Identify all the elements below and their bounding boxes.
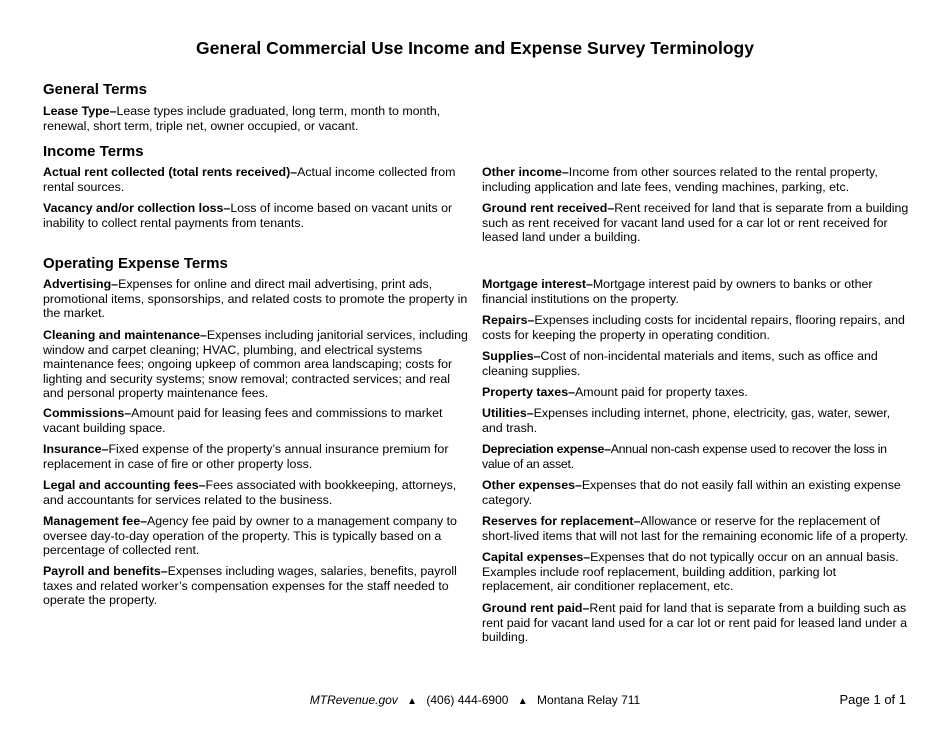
term-definition: Annual non-cash expense used to recover the loss in value of an asset. bbox=[482, 442, 887, 471]
term-label: Capital expenses– bbox=[482, 550, 591, 564]
term-capital bbox=[482, 550, 910, 594]
term-label: Lease Type– bbox=[43, 104, 117, 118]
term-definition: Expenses for online and direct mail advertising, print ads, promotional items, sponsorships, and related costs to promote the property in the market. bbox=[43, 277, 468, 321]
term-definition: Actual income collected from rental sources. bbox=[43, 165, 456, 194]
term-definition: Amount paid for property taxes. bbox=[574, 385, 748, 399]
term-definition: Expenses including costs for incidental repairs, flooring repairs, and costs for keeping the property in operating condition. bbox=[482, 313, 905, 342]
footer-phone: (406) 444-6900 bbox=[426, 693, 509, 707]
term-label: Repairs– bbox=[482, 313, 535, 327]
term-payroll bbox=[43, 564, 471, 608]
term-label: Insurance– bbox=[43, 442, 109, 456]
term-management bbox=[43, 514, 471, 558]
term-vacancy bbox=[43, 201, 471, 230]
term-mortgage bbox=[482, 277, 910, 306]
term-repairs bbox=[482, 313, 910, 342]
term-definition: Expenses that do not easily fall within an existing expense category. bbox=[482, 478, 901, 507]
page-number: Page 1 of 1 bbox=[839, 692, 906, 707]
term-ground-rent-paid bbox=[482, 601, 910, 645]
term-supplies bbox=[482, 349, 910, 378]
term-actual-rent bbox=[43, 165, 471, 194]
term-label: Commissions– bbox=[43, 406, 132, 420]
triangle-separator-icon: ▲ bbox=[517, 696, 528, 707]
term-definition: Rent paid for land that is separate from a building such as rent paid for vacant land used for a car lot or rent paid for leased land under a building. bbox=[482, 601, 907, 645]
term-depreciation bbox=[482, 442, 910, 471]
document-title: General Commercial Use Income and Expense Survey Terminology bbox=[196, 38, 754, 58]
term-label: Reserves for replacement– bbox=[482, 514, 641, 528]
term-cleaning bbox=[43, 328, 471, 401]
term-label: Payroll and benefits– bbox=[43, 564, 168, 578]
term-other-expenses bbox=[482, 478, 910, 507]
footer-relay: Montana Relay 711 bbox=[537, 693, 641, 707]
term-label: Actual rent collected (total rents received)– bbox=[43, 165, 298, 179]
section-heading-general: General Terms bbox=[43, 81, 147, 98]
term-label: Property taxes– bbox=[482, 385, 575, 399]
term-definition: Allowance or reserve for the replacement of short-lived items that will not last for the remaining economic life of a property. bbox=[482, 514, 909, 543]
section-heading-operating: Operating Expense Terms bbox=[43, 255, 228, 272]
term-label: Other income– bbox=[482, 165, 569, 179]
term-definition: Rent received for land that is separate from a building such as rent received for vacant land used for a car lot or rent received for leased land under a building. bbox=[482, 201, 909, 245]
term-label: Advertising– bbox=[43, 277, 119, 291]
term-label: Management fee– bbox=[43, 514, 147, 528]
section-heading-income: Income Terms bbox=[43, 143, 144, 160]
term-label: Ground rent received– bbox=[482, 201, 615, 215]
term-definition: Expenses that do not typically occur on an annual basis. Examples include roof replacement, building addition, parking lot replacement, air conditioner replacement, etc. bbox=[482, 550, 899, 594]
footer-website: MTRevenue.gov bbox=[309, 693, 398, 707]
term-advertising bbox=[43, 277, 471, 321]
term-label: Other expenses– bbox=[482, 478, 582, 492]
term-definition: Mortgage interest paid by owners to banks or other financial institutions on the property. bbox=[482, 277, 873, 306]
term-label: Legal and accounting fees– bbox=[43, 478, 206, 492]
term-lease-type bbox=[43, 104, 471, 133]
term-other-income bbox=[482, 165, 910, 194]
term-definition: Expenses including janitorial services, including window and carpet cleaning; HVAC, plumbing, and electrical systems maintenance fees; ongoing upkeep of common area landscaping; costs for lighting and security systems; snow removal; contracted services; and real and personal property maintenance fees. bbox=[43, 328, 468, 401]
term-label: Depreciation expense– bbox=[482, 442, 611, 456]
term-label: Utilities– bbox=[482, 406, 534, 420]
term-label: Supplies– bbox=[482, 349, 541, 363]
term-utilities bbox=[482, 406, 910, 435]
term-definition: Agency fee paid by owner to a management company to oversee day-to-day operation of the property. This is typically based on a percentage of collected rent. bbox=[43, 514, 457, 558]
term-label: Mortgage interest– bbox=[482, 277, 593, 291]
term-reserves bbox=[482, 514, 910, 543]
term-commissions bbox=[43, 406, 471, 435]
term-definition: Income from other sources related to the rental property, including application and late fees, vending machines, parking, etc. bbox=[482, 165, 878, 194]
term-definition: Lease types include graduated, long term, month to month, renewal, short term, triple net, owner occupied, or vacant. bbox=[43, 104, 441, 133]
term-legal bbox=[43, 478, 471, 507]
term-definition: Expenses including wages, salaries, benefits, payroll taxes and related worker’s compensation expenses for the staff needed to operate the property. bbox=[43, 564, 457, 608]
term-definition: Expenses including internet, phone, electricity, gas, water, sewer, and trash. bbox=[482, 406, 891, 435]
footer-contact bbox=[0, 693, 950, 707]
triangle-separator-icon: ▲ bbox=[407, 696, 418, 707]
term-definition: Loss of income based on vacant units or inability to collect rental payments from tenants. bbox=[43, 201, 453, 230]
term-label: Vacancy and/or collection loss– bbox=[43, 201, 231, 215]
term-property-taxes bbox=[482, 385, 748, 400]
term-ground-rent-received bbox=[482, 201, 910, 245]
term-definition: Cost of non-incidental materials and items, such as office and cleaning supplies. bbox=[482, 349, 878, 378]
term-label: Ground rent paid– bbox=[482, 601, 590, 615]
term-label: Cleaning and maintenance– bbox=[43, 328, 207, 342]
term-insurance bbox=[43, 442, 471, 471]
term-definition: Fees associated with bookkeeping, attorneys, and accountants for services related to the business. bbox=[43, 478, 457, 507]
term-definition: Fixed expense of the property’s annual insurance premium for replacement in case of fire or other property loss. bbox=[43, 442, 449, 471]
term-definition: Amount paid for leasing fees and commissions to market vacant building space. bbox=[43, 406, 443, 435]
